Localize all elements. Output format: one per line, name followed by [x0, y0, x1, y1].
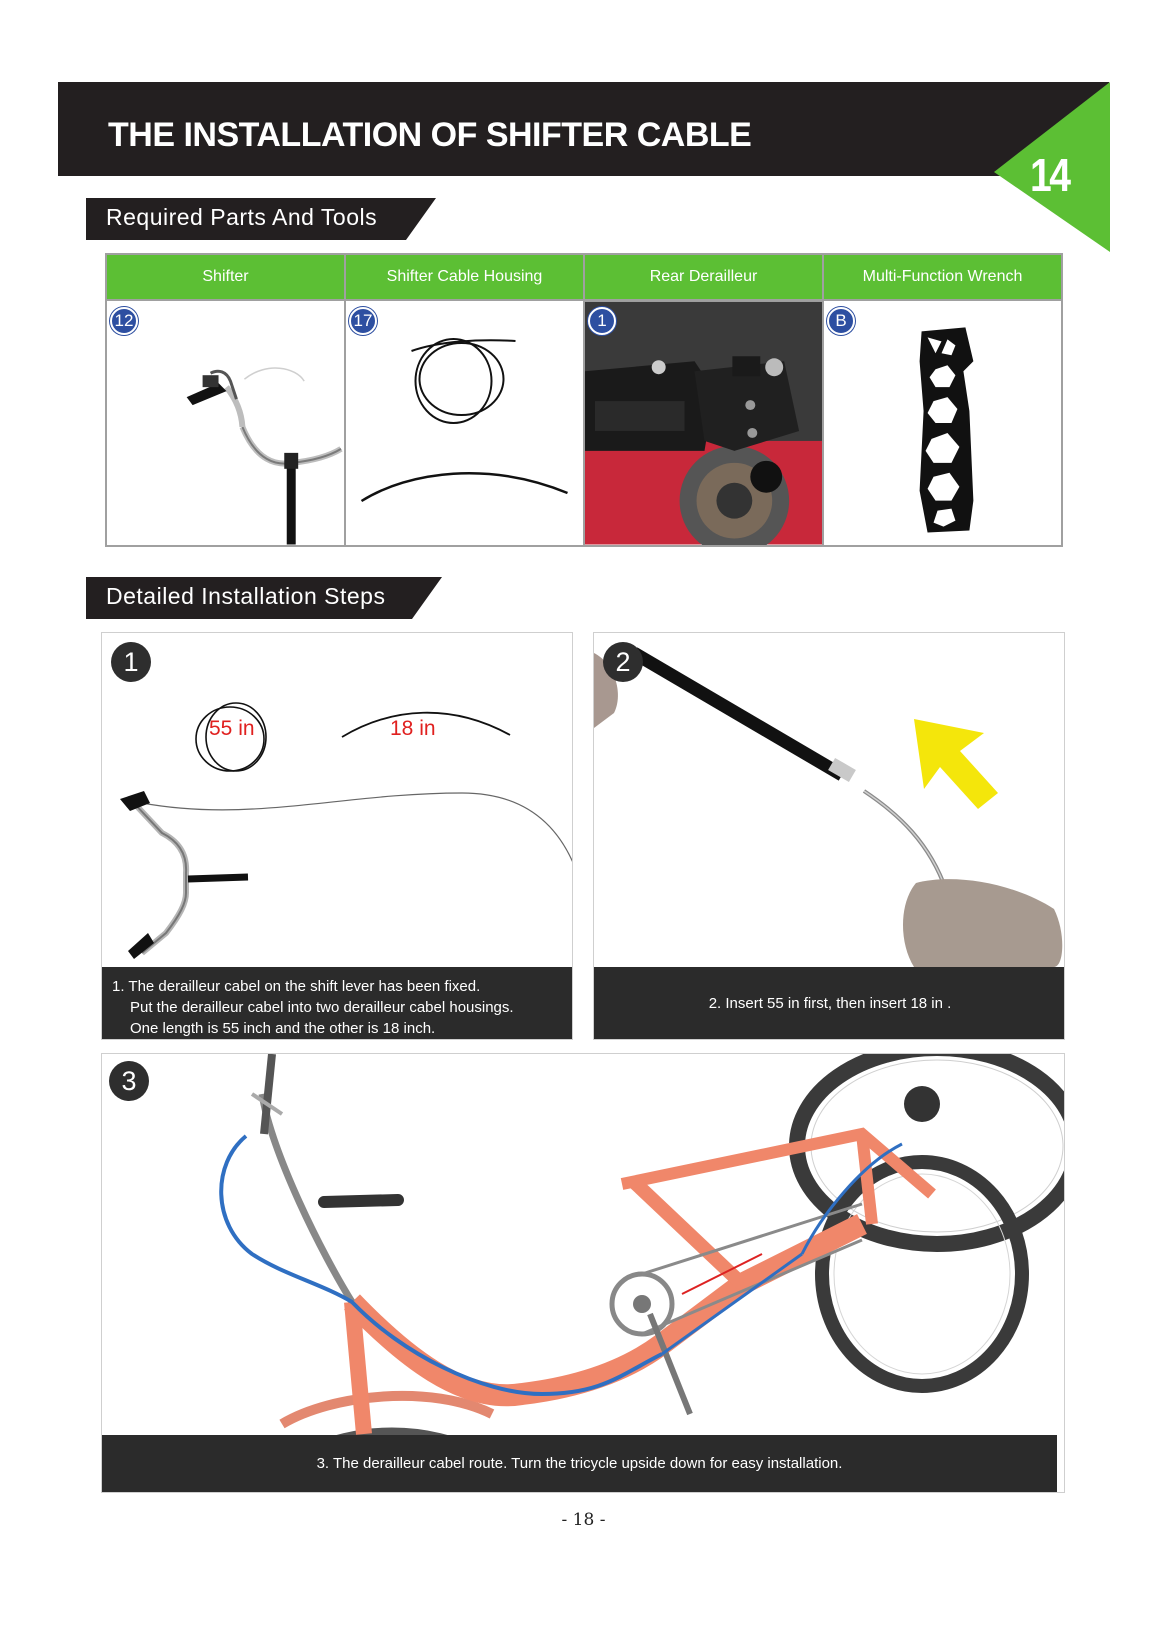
page-title: THE INSTALLATION OF SHIFTER CABLE: [108, 116, 752, 154]
caption-line: 1. The derailleur cabel on the shift lever has been fixed.: [112, 978, 481, 995]
step-1-illustration: [102, 633, 573, 963]
part-multi-function-wrench: [824, 255, 1061, 545]
step-2-panel: [593, 632, 1065, 1040]
part-label: Rear Derailleur: [585, 255, 822, 301]
step-number-badge: 2: [603, 642, 643, 682]
part-badge: 17: [349, 307, 377, 335]
part-badge: 12: [110, 307, 138, 335]
page-number: - 18 -: [561, 1510, 606, 1530]
part-badge: B: [827, 307, 855, 335]
part-label: Shifter Cable Housing: [346, 255, 583, 301]
step-number-badge: 3: [109, 1061, 149, 1101]
part-label: Shifter: [107, 255, 344, 301]
section-heading-steps: [86, 577, 442, 619]
wrench-icon: [824, 301, 1061, 545]
section-heading-required: [86, 198, 436, 240]
part-badge: 1: [588, 307, 616, 335]
step-3-tricycle-illustration: [102, 1054, 1065, 1493]
step-number-badge: 1: [111, 642, 151, 682]
step-1-caption: [102, 967, 573, 1040]
length-label-18: 18 in: [390, 717, 436, 740]
step-2-illustration: [594, 633, 1065, 967]
rear-derailleur-photo: [585, 301, 822, 545]
handlebar-shifter-icon: [107, 301, 344, 545]
step-2-caption: 2. Insert 55 in first, then insert 18 in .: [594, 967, 1065, 1040]
section-heading-text: Required Parts And Tools: [106, 204, 378, 230]
length-label-55: 55 in: [209, 717, 255, 740]
step-1-panel: [101, 632, 573, 1040]
caption-line: One length is 55 inch and the other is 18 inch.: [130, 1020, 436, 1037]
chapter-number: 14: [1030, 149, 1069, 201]
cable-housing-icon: [346, 301, 583, 545]
part-shifter: [107, 255, 346, 545]
part-cable-housing: [346, 255, 585, 545]
part-rear-derailleur: [585, 255, 824, 545]
part-label: Multi-Function Wrench: [824, 255, 1061, 301]
step-3-panel: [101, 1053, 1065, 1493]
parts-table: [105, 253, 1063, 547]
step-3-caption: 3. The derailleur cabel route. Turn the tricycle upside down for easy installation.: [102, 1435, 1057, 1493]
section-heading-text: Detailed Installation Steps: [106, 583, 386, 609]
caption-line: Put the derailleur cabel into two derailleur cabel housings.: [130, 999, 514, 1016]
